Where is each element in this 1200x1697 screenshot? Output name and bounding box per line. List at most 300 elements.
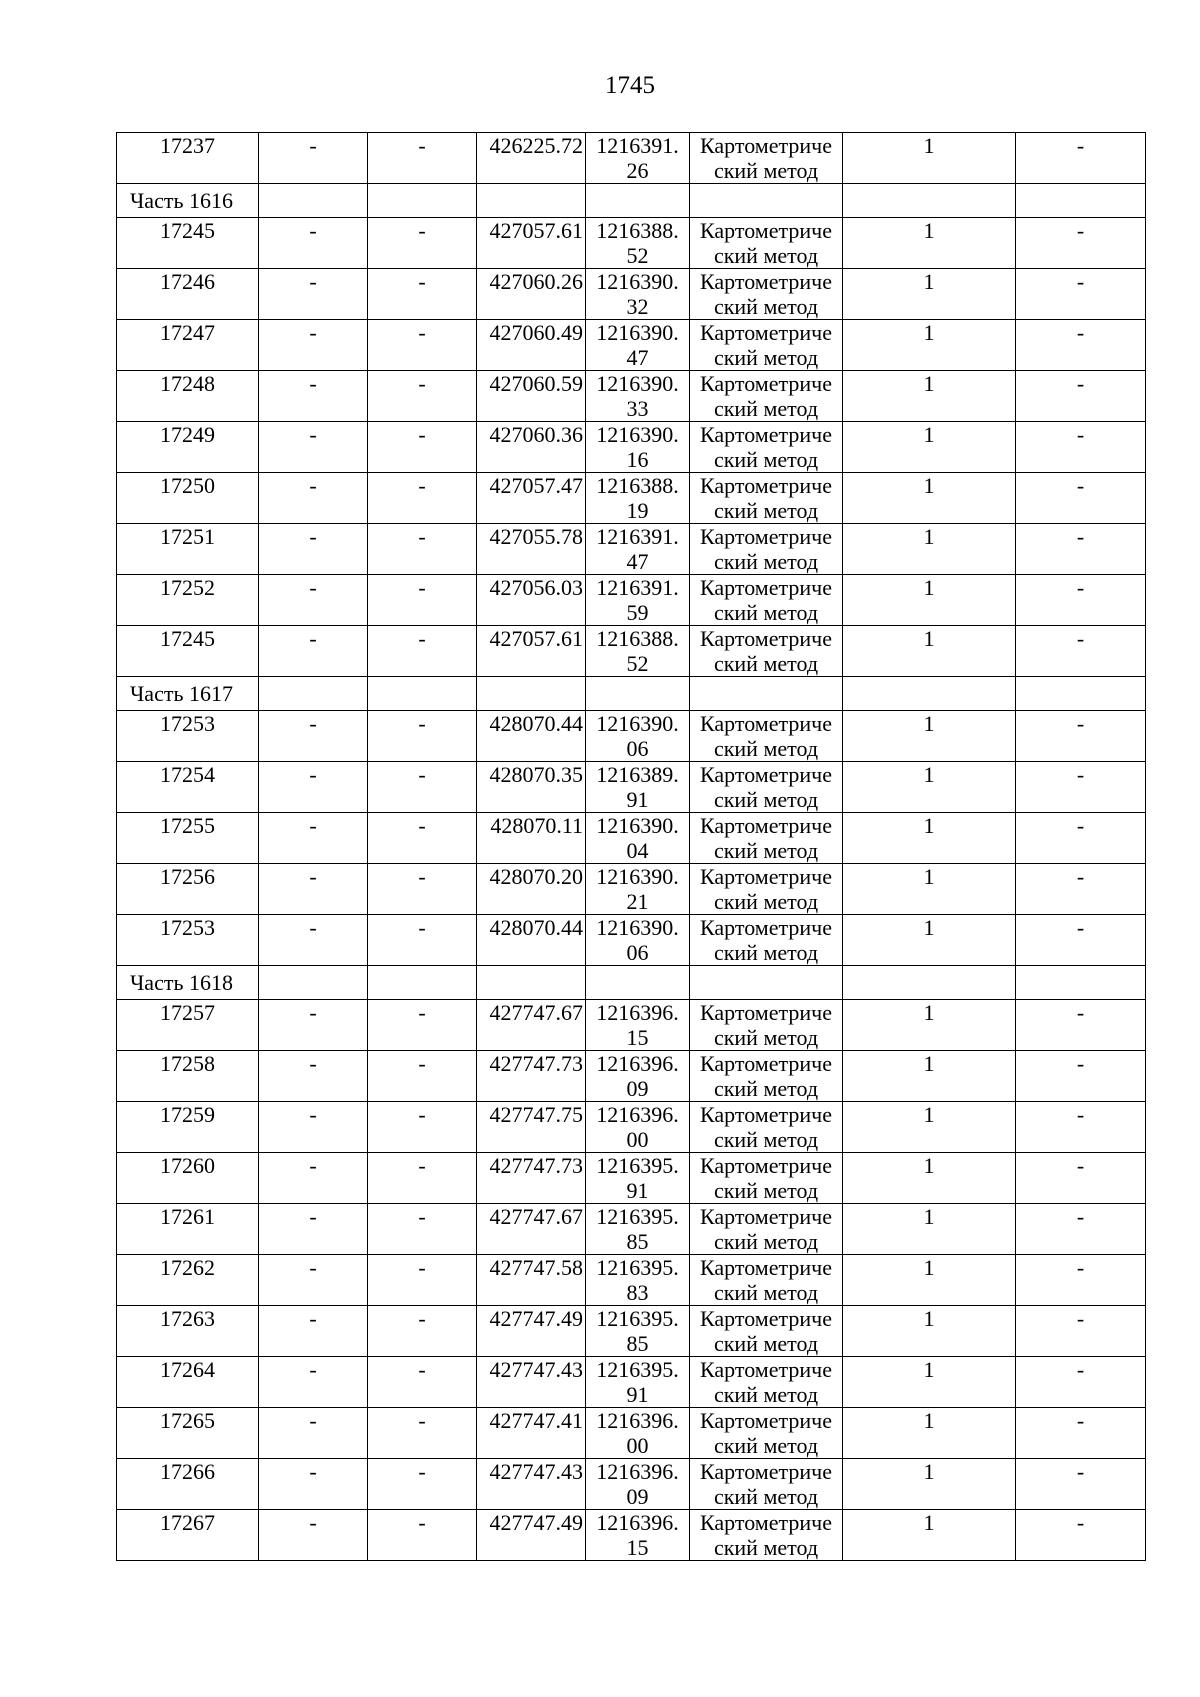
x-coordinate-cell: 427057.61 bbox=[477, 218, 586, 269]
x-coordinate-cell: 427747.58 bbox=[477, 1255, 586, 1306]
method-line: Картометриче bbox=[700, 1000, 832, 1025]
dash-cell: - bbox=[1016, 371, 1146, 422]
y-coordinate-line: 85 bbox=[626, 1331, 649, 1356]
method-line: Картометриче bbox=[700, 711, 832, 736]
method-cell bbox=[690, 1204, 843, 1255]
method-cell bbox=[690, 1051, 843, 1102]
dash-cell: - bbox=[1016, 269, 1146, 320]
accuracy-cell: 1 bbox=[843, 813, 1016, 864]
y-coordinate-cell bbox=[586, 813, 690, 864]
method-line: Картометриче bbox=[700, 762, 832, 787]
method-line: Картометриче bbox=[700, 473, 832, 498]
x-coordinate-cell: 427747.67 bbox=[477, 1204, 586, 1255]
method-line: ский метод bbox=[713, 889, 819, 914]
dash-cell: - bbox=[1016, 1000, 1146, 1051]
table-row bbox=[117, 1153, 1146, 1204]
y-coordinate-line: 1216396. bbox=[596, 1459, 679, 1484]
dash-cell: - bbox=[1016, 915, 1146, 966]
dash-cell: - bbox=[1016, 1459, 1146, 1510]
empty-cell bbox=[368, 677, 477, 711]
point-number-cell: 17252 bbox=[117, 575, 259, 626]
table-row bbox=[117, 1102, 1146, 1153]
point-number-cell: 17263 bbox=[117, 1306, 259, 1357]
y-coordinate-cell bbox=[586, 575, 690, 626]
point-number-cell: 17248 bbox=[117, 371, 259, 422]
method-line: Картометриче bbox=[700, 1102, 832, 1127]
empty-cell bbox=[843, 184, 1016, 218]
table-row bbox=[117, 1000, 1146, 1051]
y-coordinate-line: 1216396. bbox=[596, 1051, 679, 1076]
empty-cell bbox=[843, 966, 1016, 1000]
y-coordinate-line: 1216390. bbox=[596, 269, 679, 294]
method-cell bbox=[690, 711, 843, 762]
y-coordinate-line: 26 bbox=[626, 158, 649, 183]
x-coordinate-cell: 427747.49 bbox=[477, 1306, 586, 1357]
y-coordinate-line: 52 bbox=[626, 651, 649, 676]
dash-cell: - bbox=[1016, 133, 1146, 184]
y-coordinate-line: 1216390. bbox=[596, 711, 679, 736]
dash-cell: - bbox=[368, 864, 477, 915]
dash-cell: - bbox=[368, 1153, 477, 1204]
accuracy-cell: 1 bbox=[843, 1204, 1016, 1255]
dash-cell: - bbox=[259, 1357, 368, 1408]
dash-cell: - bbox=[1016, 1408, 1146, 1459]
dash-cell: - bbox=[259, 422, 368, 473]
method-cell bbox=[690, 422, 843, 473]
y-coordinate-line: 1216388. bbox=[596, 626, 679, 651]
method-cell bbox=[690, 371, 843, 422]
table-row bbox=[117, 1357, 1146, 1408]
accuracy-cell: 1 bbox=[843, 371, 1016, 422]
method-line: Картометриче bbox=[700, 1408, 832, 1433]
accuracy-cell: 1 bbox=[843, 1306, 1016, 1357]
method-line: ский метод bbox=[713, 651, 819, 676]
method-line: ский метод bbox=[713, 158, 819, 183]
dash-cell: - bbox=[368, 762, 477, 813]
table-row bbox=[117, 762, 1146, 813]
method-line: ский метод bbox=[713, 1076, 819, 1101]
method-cell bbox=[690, 320, 843, 371]
empty-cell bbox=[586, 184, 690, 218]
accuracy-cell: 1 bbox=[843, 1408, 1016, 1459]
dash-cell: - bbox=[368, 473, 477, 524]
y-coordinate-line: 47 bbox=[626, 345, 649, 370]
method-line: ский метод bbox=[713, 1127, 819, 1152]
dash-cell: - bbox=[1016, 1510, 1146, 1561]
method-cell bbox=[690, 813, 843, 864]
y-coordinate-cell bbox=[586, 1102, 690, 1153]
point-number-cell: 17247 bbox=[117, 320, 259, 371]
dash-cell: - bbox=[1016, 473, 1146, 524]
y-coordinate-line: 1216395. bbox=[596, 1153, 679, 1178]
method-cell bbox=[690, 1357, 843, 1408]
empty-cell bbox=[477, 184, 586, 218]
accuracy-cell: 1 bbox=[843, 1102, 1016, 1153]
y-coordinate-cell bbox=[586, 269, 690, 320]
y-coordinate-cell bbox=[586, 762, 690, 813]
dash-cell: - bbox=[259, 626, 368, 677]
dash-cell: - bbox=[259, 1051, 368, 1102]
empty-cell bbox=[259, 966, 368, 1000]
accuracy-cell: 1 bbox=[843, 1000, 1016, 1051]
method-cell bbox=[690, 1000, 843, 1051]
y-coordinate-line: 09 bbox=[626, 1484, 649, 1509]
table-row bbox=[117, 1510, 1146, 1561]
y-coordinate-cell bbox=[586, 711, 690, 762]
point-number-cell: 17254 bbox=[117, 762, 259, 813]
dash-cell: - bbox=[259, 1306, 368, 1357]
dash-cell: - bbox=[1016, 762, 1146, 813]
x-coordinate-cell: 427060.36 bbox=[477, 422, 586, 473]
table-row bbox=[117, 133, 1146, 184]
method-line: ский метод bbox=[713, 787, 819, 812]
y-coordinate-cell bbox=[586, 1306, 690, 1357]
section-label: Часть 1617 bbox=[117, 677, 259, 711]
method-line: Картометриче bbox=[700, 1459, 832, 1484]
y-coordinate-line: 1216390. bbox=[596, 371, 679, 396]
x-coordinate-cell: 426225.72 bbox=[477, 133, 586, 184]
table-row bbox=[117, 473, 1146, 524]
dash-cell: - bbox=[1016, 1102, 1146, 1153]
method-line: Картометриче bbox=[700, 1510, 832, 1535]
empty-cell bbox=[690, 677, 843, 711]
method-line: ский метод bbox=[713, 1229, 819, 1254]
y-coordinate-cell bbox=[586, 473, 690, 524]
y-coordinate-cell bbox=[586, 1255, 690, 1306]
method-cell bbox=[690, 133, 843, 184]
dash-cell: - bbox=[259, 269, 368, 320]
method-line: ский метод bbox=[713, 498, 819, 523]
point-number-cell: 17259 bbox=[117, 1102, 259, 1153]
point-number-cell: 17253 bbox=[117, 711, 259, 762]
y-coordinate-cell bbox=[586, 1204, 690, 1255]
y-coordinate-line: 06 bbox=[626, 736, 649, 761]
method-cell bbox=[690, 1102, 843, 1153]
y-coordinate-line: 00 bbox=[626, 1127, 649, 1152]
accuracy-cell: 1 bbox=[843, 473, 1016, 524]
y-coordinate-cell bbox=[586, 524, 690, 575]
table-row bbox=[117, 524, 1146, 575]
method-cell bbox=[690, 269, 843, 320]
empty-cell bbox=[477, 966, 586, 1000]
method-cell bbox=[690, 626, 843, 677]
dash-cell: - bbox=[368, 813, 477, 864]
y-coordinate-cell bbox=[586, 1357, 690, 1408]
method-line: Картометриче bbox=[700, 1051, 832, 1076]
dash-cell: - bbox=[259, 1102, 368, 1153]
y-coordinate-line: 15 bbox=[626, 1535, 649, 1560]
y-coordinate-line: 1216391. bbox=[596, 133, 679, 158]
point-number-cell: 17253 bbox=[117, 915, 259, 966]
method-line: Картометриче bbox=[700, 218, 832, 243]
y-coordinate-line: 91 bbox=[626, 787, 649, 812]
accuracy-cell: 1 bbox=[843, 1459, 1016, 1510]
table-row bbox=[117, 575, 1146, 626]
point-number-cell: 17261 bbox=[117, 1204, 259, 1255]
dash-cell: - bbox=[1016, 524, 1146, 575]
method-line: ский метод bbox=[713, 1484, 819, 1509]
y-coordinate-line: 1216395. bbox=[596, 1306, 679, 1331]
y-coordinate-line: 1216396. bbox=[596, 1102, 679, 1127]
table-row bbox=[117, 915, 1146, 966]
method-line: Картометриче bbox=[700, 575, 832, 600]
point-number-cell: 17260 bbox=[117, 1153, 259, 1204]
y-coordinate-line: 1216396. bbox=[596, 1000, 679, 1025]
empty-cell bbox=[843, 677, 1016, 711]
dash-cell: - bbox=[368, 269, 477, 320]
dash-cell: - bbox=[368, 1408, 477, 1459]
method-line: ский метод bbox=[713, 1331, 819, 1356]
accuracy-cell: 1 bbox=[843, 524, 1016, 575]
empty-cell bbox=[690, 184, 843, 218]
dash-cell: - bbox=[259, 762, 368, 813]
empty-cell bbox=[1016, 677, 1146, 711]
section-row bbox=[117, 966, 1146, 1000]
method-line: Картометриче bbox=[700, 813, 832, 838]
table-row bbox=[117, 269, 1146, 320]
accuracy-cell: 1 bbox=[843, 711, 1016, 762]
x-coordinate-cell: 427747.41 bbox=[477, 1408, 586, 1459]
point-number-cell: 17257 bbox=[117, 1000, 259, 1051]
accuracy-cell: 1 bbox=[843, 1051, 1016, 1102]
section-row bbox=[117, 677, 1146, 711]
method-line: Картометриче bbox=[700, 626, 832, 651]
table-row bbox=[117, 1204, 1146, 1255]
dash-cell: - bbox=[368, 1357, 477, 1408]
point-number-cell: 17265 bbox=[117, 1408, 259, 1459]
y-coordinate-cell bbox=[586, 1000, 690, 1051]
method-cell bbox=[690, 1153, 843, 1204]
table-row bbox=[117, 1459, 1146, 1510]
y-coordinate-cell bbox=[586, 1459, 690, 1510]
method-line: Картометриче bbox=[700, 1153, 832, 1178]
dash-cell: - bbox=[368, 371, 477, 422]
table-row bbox=[117, 864, 1146, 915]
x-coordinate-cell: 428070.44 bbox=[477, 915, 586, 966]
point-number-cell: 17251 bbox=[117, 524, 259, 575]
accuracy-cell: 1 bbox=[843, 762, 1016, 813]
dash-cell: - bbox=[368, 422, 477, 473]
y-coordinate-line: 59 bbox=[626, 600, 649, 625]
y-coordinate-line: 1216390. bbox=[596, 320, 679, 345]
y-coordinate-cell bbox=[586, 133, 690, 184]
empty-cell bbox=[586, 966, 690, 1000]
table-row bbox=[117, 1306, 1146, 1357]
point-number-cell: 17256 bbox=[117, 864, 259, 915]
table-row bbox=[117, 813, 1146, 864]
accuracy-cell: 1 bbox=[843, 915, 1016, 966]
y-coordinate-line: 1216390. bbox=[596, 813, 679, 838]
y-coordinate-line: 52 bbox=[626, 243, 649, 268]
dash-cell: - bbox=[1016, 626, 1146, 677]
accuracy-cell: 1 bbox=[843, 1510, 1016, 1561]
dash-cell: - bbox=[368, 218, 477, 269]
table-row bbox=[117, 371, 1146, 422]
accuracy-cell: 1 bbox=[843, 626, 1016, 677]
y-coordinate-line: 85 bbox=[626, 1229, 649, 1254]
y-coordinate-line: 1216388. bbox=[596, 218, 679, 243]
method-line: ский метод bbox=[713, 345, 819, 370]
dash-cell: - bbox=[259, 813, 368, 864]
dash-cell: - bbox=[1016, 1051, 1146, 1102]
x-coordinate-cell: 427057.61 bbox=[477, 626, 586, 677]
method-line: Картометриче bbox=[700, 1255, 832, 1280]
method-cell bbox=[690, 524, 843, 575]
method-line: Картометриче bbox=[700, 371, 832, 396]
section-label: Часть 1616 bbox=[117, 184, 259, 218]
method-line: Картометриче bbox=[700, 524, 832, 549]
method-line: Картометриче bbox=[700, 915, 832, 940]
y-coordinate-line: 04 bbox=[626, 838, 649, 863]
point-number-cell: 17262 bbox=[117, 1255, 259, 1306]
table-row bbox=[117, 320, 1146, 371]
y-coordinate-line: 1216388. bbox=[596, 473, 679, 498]
y-coordinate-line: 1216396. bbox=[596, 1510, 679, 1535]
dash-cell: - bbox=[368, 1306, 477, 1357]
dash-cell: - bbox=[1016, 575, 1146, 626]
y-coordinate-line: 00 bbox=[626, 1433, 649, 1458]
point-number-cell: 17264 bbox=[117, 1357, 259, 1408]
point-number-cell: 17266 bbox=[117, 1459, 259, 1510]
x-coordinate-cell: 427060.59 bbox=[477, 371, 586, 422]
method-line: Картометриче bbox=[700, 320, 832, 345]
y-coordinate-line: 1216390. bbox=[596, 422, 679, 447]
empty-cell bbox=[586, 677, 690, 711]
method-line: ский метод bbox=[713, 396, 819, 421]
accuracy-cell: 1 bbox=[843, 1153, 1016, 1204]
method-line: Картометриче bbox=[700, 864, 832, 889]
dash-cell: - bbox=[368, 133, 477, 184]
x-coordinate-cell: 427747.43 bbox=[477, 1459, 586, 1510]
y-coordinate-line: 83 bbox=[626, 1280, 649, 1305]
dash-cell: - bbox=[259, 575, 368, 626]
dash-cell: - bbox=[368, 575, 477, 626]
x-coordinate-cell: 427747.49 bbox=[477, 1510, 586, 1561]
x-coordinate-cell: 427055.78 bbox=[477, 524, 586, 575]
y-coordinate-cell bbox=[586, 218, 690, 269]
point-number-cell: 17255 bbox=[117, 813, 259, 864]
method-line: Картометриче bbox=[700, 1357, 832, 1382]
method-line: ский метод bbox=[713, 243, 819, 268]
y-coordinate-line: 1216395. bbox=[596, 1357, 679, 1382]
x-coordinate-cell: 427747.67 bbox=[477, 1000, 586, 1051]
dash-cell: - bbox=[368, 915, 477, 966]
y-coordinate-cell bbox=[586, 422, 690, 473]
y-coordinate-cell bbox=[586, 371, 690, 422]
coordinates-table bbox=[116, 132, 1146, 1561]
y-coordinate-cell bbox=[586, 320, 690, 371]
x-coordinate-cell: 427747.73 bbox=[477, 1153, 586, 1204]
y-coordinate-line: 91 bbox=[626, 1178, 649, 1203]
dash-cell: - bbox=[259, 915, 368, 966]
y-coordinate-line: 91 bbox=[626, 1382, 649, 1407]
method-cell bbox=[690, 575, 843, 626]
y-coordinate-cell bbox=[586, 1153, 690, 1204]
dash-cell: - bbox=[1016, 422, 1146, 473]
method-line: ский метод bbox=[713, 736, 819, 761]
x-coordinate-cell: 427747.43 bbox=[477, 1357, 586, 1408]
accuracy-cell: 1 bbox=[843, 575, 1016, 626]
point-number-cell: 17245 bbox=[117, 626, 259, 677]
dash-cell: - bbox=[368, 626, 477, 677]
method-line: ский метод bbox=[713, 1382, 819, 1407]
accuracy-cell: 1 bbox=[843, 1357, 1016, 1408]
section-label: Часть 1618 bbox=[117, 966, 259, 1000]
dash-cell: - bbox=[259, 371, 368, 422]
dash-cell: - bbox=[1016, 813, 1146, 864]
point-number-cell: 17237 bbox=[117, 133, 259, 184]
y-coordinate-line: 1216395. bbox=[596, 1204, 679, 1229]
x-coordinate-cell: 427056.03 bbox=[477, 575, 586, 626]
method-line: Картометриче bbox=[700, 133, 832, 158]
empty-cell bbox=[259, 677, 368, 711]
dash-cell: - bbox=[368, 1051, 477, 1102]
method-line: ский метод bbox=[713, 549, 819, 574]
x-coordinate-cell: 427747.73 bbox=[477, 1051, 586, 1102]
x-coordinate-cell: 428070.20 bbox=[477, 864, 586, 915]
y-coordinate-line: 1216390. bbox=[596, 864, 679, 889]
y-coordinate-cell bbox=[586, 915, 690, 966]
point-number-cell: 17249 bbox=[117, 422, 259, 473]
method-cell bbox=[690, 1510, 843, 1561]
dash-cell: - bbox=[368, 524, 477, 575]
empty-cell bbox=[690, 966, 843, 1000]
dash-cell: - bbox=[368, 1510, 477, 1561]
point-number-cell: 17258 bbox=[117, 1051, 259, 1102]
method-line: Картометриче bbox=[700, 269, 832, 294]
dash-cell: - bbox=[259, 1153, 368, 1204]
y-coordinate-cell bbox=[586, 1051, 690, 1102]
empty-cell bbox=[1016, 184, 1146, 218]
accuracy-cell: 1 bbox=[843, 269, 1016, 320]
method-line: ский метод bbox=[713, 1178, 819, 1203]
method-cell bbox=[690, 864, 843, 915]
y-coordinate-line: 1216391. bbox=[596, 524, 679, 549]
dash-cell: - bbox=[259, 864, 368, 915]
method-line: ский метод bbox=[713, 1433, 819, 1458]
y-coordinate-cell bbox=[586, 1408, 690, 1459]
dash-cell: - bbox=[1016, 1153, 1146, 1204]
x-coordinate-cell: 427060.49 bbox=[477, 320, 586, 371]
x-coordinate-cell: 427060.26 bbox=[477, 269, 586, 320]
method-line: ский метод bbox=[713, 447, 819, 472]
table-row bbox=[117, 422, 1146, 473]
x-coordinate-cell: 428070.35 bbox=[477, 762, 586, 813]
dash-cell: - bbox=[1016, 1255, 1146, 1306]
y-coordinate-line: 19 bbox=[626, 498, 649, 523]
method-line: ский метод bbox=[713, 1535, 819, 1560]
y-coordinate-line: 33 bbox=[626, 396, 649, 421]
dash-cell: - bbox=[1016, 1204, 1146, 1255]
point-number-cell: 17267 bbox=[117, 1510, 259, 1561]
table-row bbox=[117, 711, 1146, 762]
point-number-cell: 17246 bbox=[117, 269, 259, 320]
empty-cell bbox=[1016, 966, 1146, 1000]
dash-cell: - bbox=[1016, 320, 1146, 371]
method-line: ский метод bbox=[713, 940, 819, 965]
method-cell bbox=[690, 1306, 843, 1357]
y-coordinate-cell bbox=[586, 864, 690, 915]
accuracy-cell: 1 bbox=[843, 218, 1016, 269]
accuracy-cell: 1 bbox=[843, 422, 1016, 473]
accuracy-cell: 1 bbox=[843, 133, 1016, 184]
y-coordinate-line: 1216391. bbox=[596, 575, 679, 600]
dash-cell: - bbox=[259, 320, 368, 371]
dash-cell: - bbox=[259, 1204, 368, 1255]
page-number: 1745 bbox=[605, 72, 655, 99]
empty-cell bbox=[368, 966, 477, 1000]
method-cell bbox=[690, 473, 843, 524]
